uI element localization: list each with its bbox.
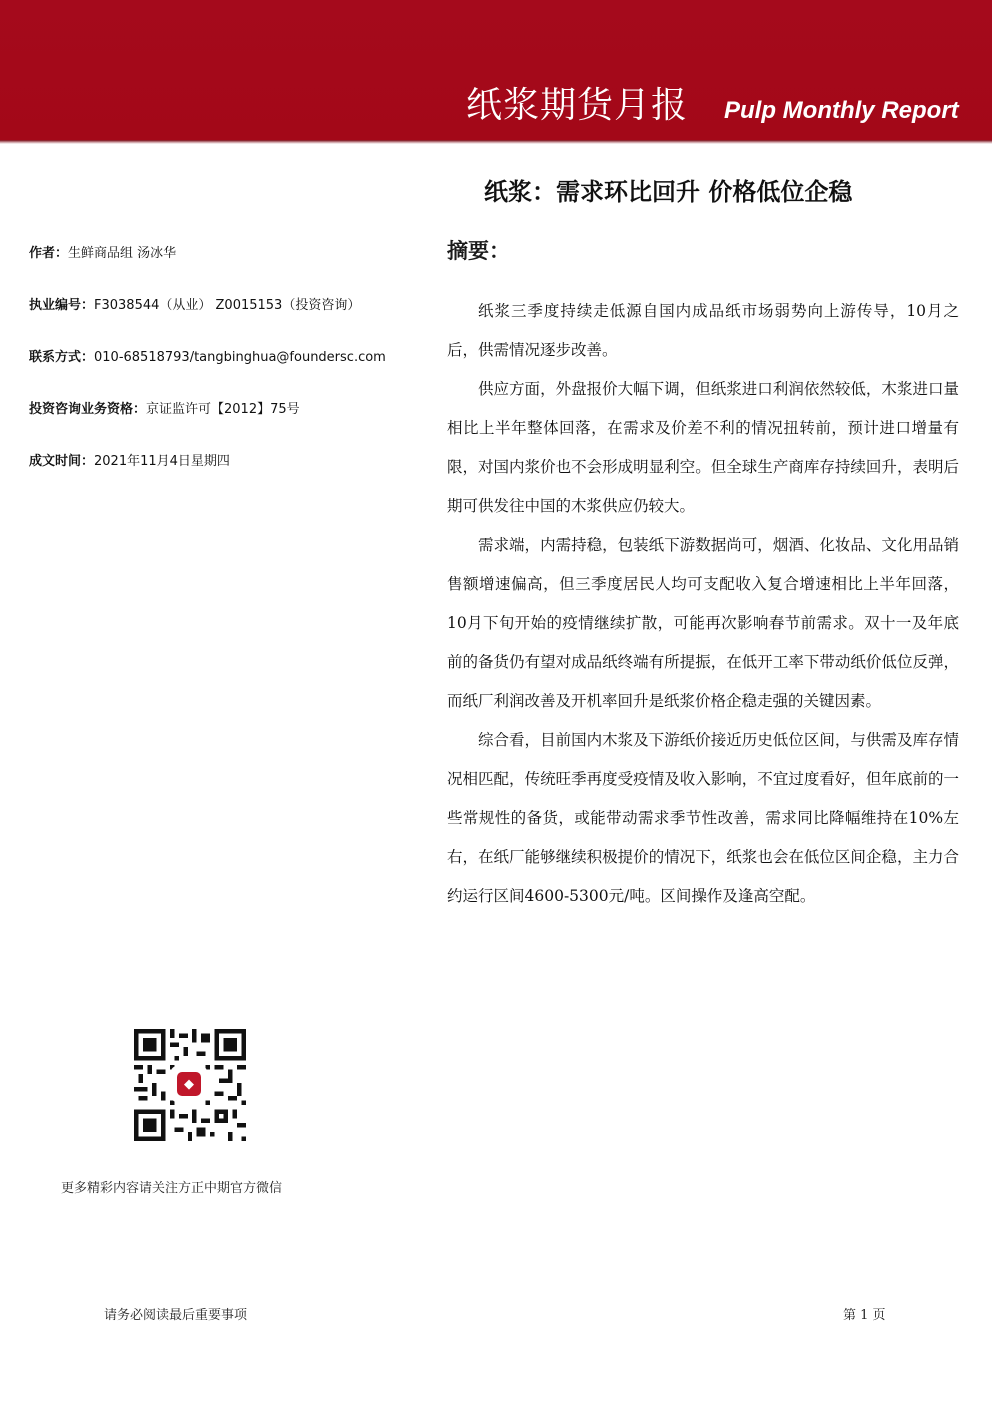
meta-label: 成文时间：	[29, 454, 95, 469]
header-divider	[0, 140, 992, 144]
meta-value: 2021年11月4日星期四	[94, 454, 230, 469]
meta-value: 生鲜商品组 汤冰华	[68, 246, 177, 261]
brand-logo-icon: ◆	[177, 1072, 201, 1096]
summary-paragraph: 综合看，目前国内木浆及下游纸价接近历史低位区间，与供需及库存情况相匹配，传统旺季再度受疫情及收入影响，不宜过度看好，但年底前的一些常规性的备货，或能带动需求季节性改善，需求同比降幅维持在10%左右，在纸厂能够继续积极提价的情况下，纸浆也会在低位区间企稳，主力合约运行区间4600-5300元/吨。区间操作及逢高空配。	[447, 731, 959, 905]
summary-body	[447, 292, 959, 916]
footer-notice: 请务必阅读最后重要事项	[104, 1308, 248, 1323]
qr-center-logo	[171, 1066, 207, 1102]
meta-label: 作者：	[29, 246, 69, 261]
meta-value: 010-68518793/tangbinghua@foundersc.com	[94, 350, 386, 365]
qr-caption: 更多精彩内容请关注方正中期官方微信	[61, 1181, 283, 1196]
qualification-line	[29, 401, 300, 419]
meta-label: 投资咨询业务资格：	[29, 402, 147, 417]
page-title: 纸浆：需求环比回升 价格低位企稳	[484, 177, 853, 206]
meta-value: 京证监许可【2012】75号	[146, 402, 300, 417]
author-line	[29, 245, 176, 263]
report-series-title: 纸浆期货月报	[466, 85, 689, 126]
meta-label: 联系方式：	[29, 350, 95, 365]
summary-paragraph: 供应方面，外盘报价大幅下调，但纸浆进口利润依然较低，木浆进口量相比上半年整体回落，在需求及价差不利的情况扭转前，预计进口增量有限，对国内浆价也不会形成明显利空。但全球生产商库存持续回升，表明后期可供发往中国的木浆供应仍较大。	[447, 380, 959, 515]
contact-line	[29, 349, 386, 367]
date-line	[29, 453, 230, 471]
meta-value: F3038544（从业） Z0015153（投资咨询）	[94, 298, 361, 313]
report-series-title-en: Pulp Monthly Report	[724, 97, 959, 124]
license-line	[29, 297, 360, 315]
summary-paragraph: 纸浆三季度持续走低源自国内成品纸市场弱势向上游传导，10月之后，供需情况逐步改善。	[447, 302, 959, 359]
summary-heading: 摘要：	[447, 238, 510, 263]
meta-label: 执业编号：	[29, 298, 95, 313]
summary-paragraph: 需求端，内需持稳，包装纸下游数据尚可，烟酒、化妆品、文化用品销售额增速偏高，但三季度居民人均可支配收入复合增速相比上半年回落，10月下旬开始的疫情继续扩散，可能再次影响春节前需求。双十一及年底前的备货仍有望对成品纸终端有所提振，在低开工率下带动纸价低位反弹，而纸厂利润改善及开机率回升是纸浆价格企稳走强的关键因素。	[447, 536, 959, 710]
page-number: 第 1 页	[843, 1308, 886, 1323]
